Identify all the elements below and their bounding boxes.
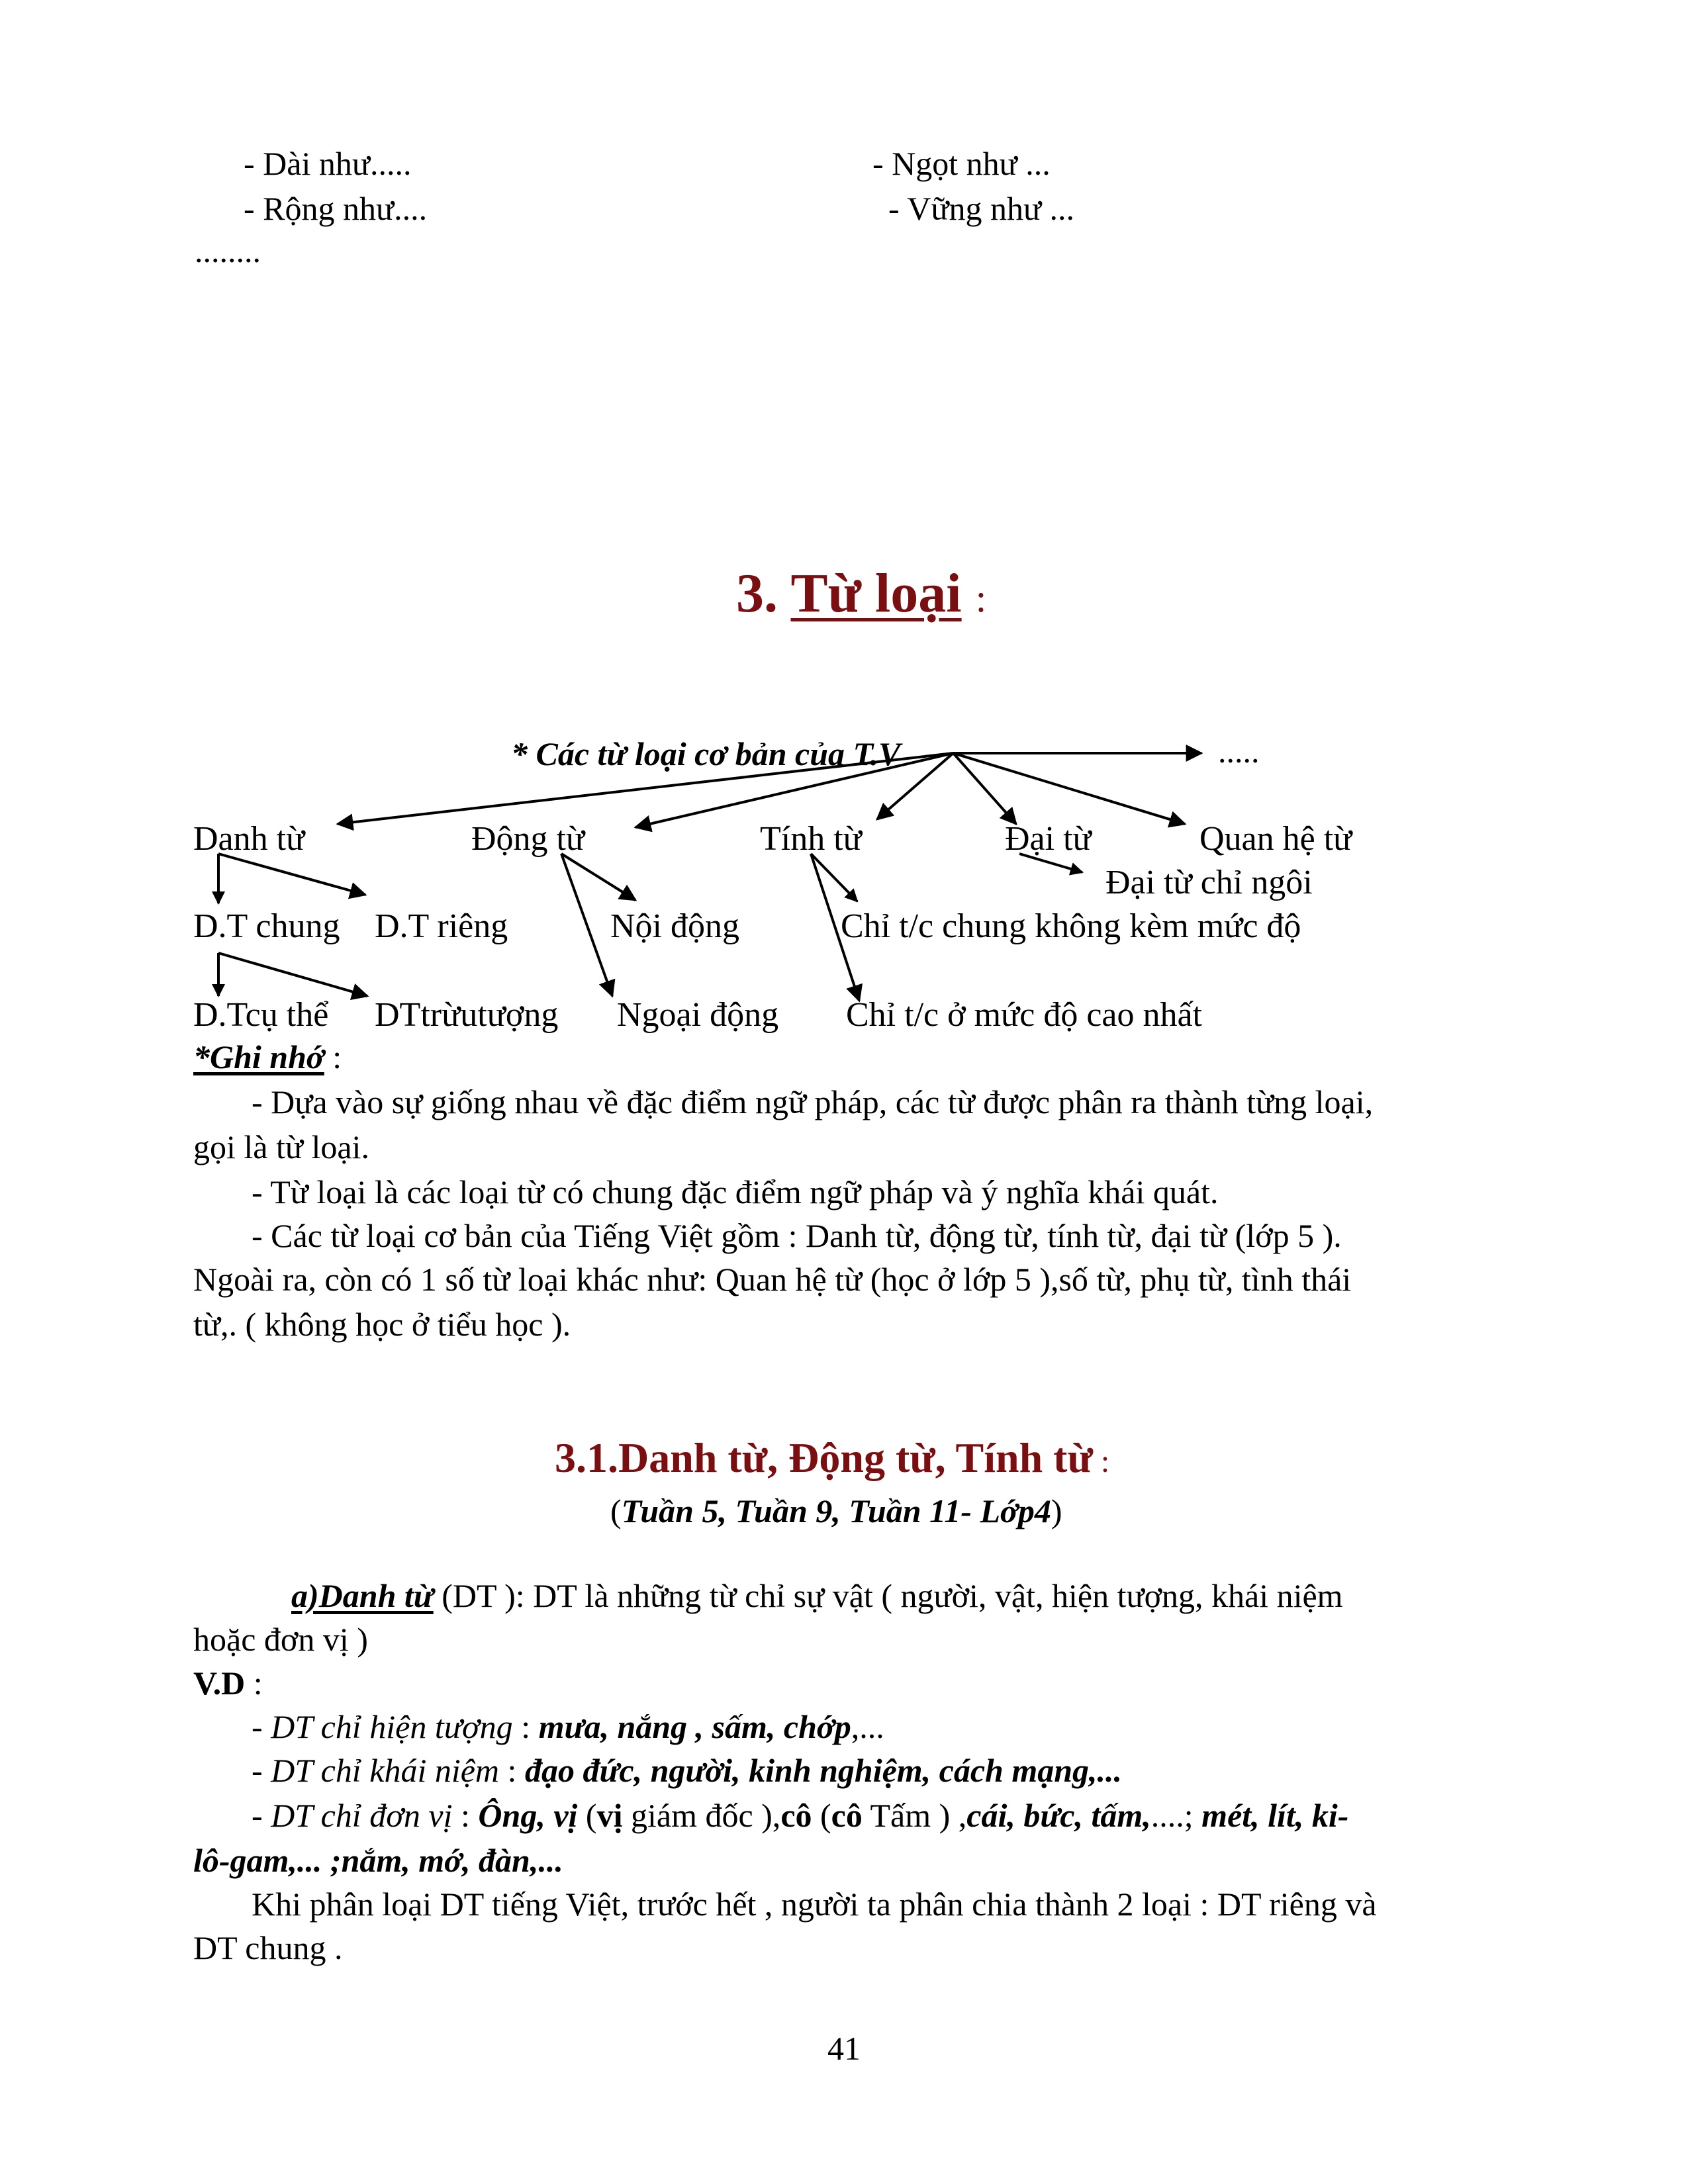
example-khai-niem-words: đạo đức, người, kinh nghiệm, cách mạng,... [524, 1752, 1123, 1789]
list-item-rong-nhu: - Rộng như.... [244, 190, 428, 227]
example-khai-niem-label: - DT chỉ khái niệm [252, 1752, 500, 1789]
vd-label: V.D [193, 1664, 246, 1702]
vd-heading [193, 1666, 263, 1700]
vd-colon: : [245, 1664, 263, 1702]
diagram-dt-chung: D.T chung [193, 907, 340, 945]
ghi-nho-paragraph-3a: - Các từ loại cơ bản của Tiếng Việt gồm : Danh từ, động từ, tính từ, đại từ (lớp 5 ). [252, 1217, 1342, 1254]
example-hien-tuong-sep: : [512, 1708, 539, 1745]
arrow-dong-tu-ngoai [561, 854, 612, 996]
diagram-noi-dong: Nội động [610, 907, 739, 945]
section-3-1-title-text: 3.1.Danh từ, Động từ, Tính từ [555, 1434, 1093, 1481]
example-don-vi-w4: cô [831, 1797, 863, 1834]
section-3-title-text: Từ loại [790, 563, 962, 624]
weeks-text: Tuần 5, Tuần 9, Tuần 11- Lớp4 [621, 1492, 1051, 1529]
closing-line2: DT chung . [193, 1929, 343, 1966]
diagram-dai-tu: Đại từ [1005, 820, 1092, 858]
example-don-vi-p4: Tấm ) , [862, 1797, 967, 1834]
ghi-nho-paragraph-3b: Ngoài ra, còn có 1 số từ loại khác như: Quan hệ từ (học ở lớp 5 ),số từ, phụ từ, tình thái [193, 1261, 1352, 1298]
diagram-dt-rieng: D.T riêng [375, 907, 508, 945]
example-hien-tuong-label: - DT chỉ hiện tượng [252, 1708, 513, 1745]
section-3-1-colon: : [1092, 1444, 1110, 1479]
section-3-colon: : [975, 576, 987, 620]
ghi-nho-paragraph-1a: - Dựa vào sự giống nhau về đặc điểm ngữ pháp, các từ được phân ra thành từng loại, [252, 1083, 1374, 1120]
example-hien-tuong-tail: ,... [851, 1708, 884, 1745]
closing-line1: Khi phân loại DT tiếng Việt, trước hết , người ta phân chia thành 2 loại : DT riêng và [252, 1886, 1377, 1923]
example-don-vi [252, 1799, 1348, 1832]
diagram-dong-tu: Động từ [471, 820, 585, 858]
diagram-root-label: * Các từ loại cơ bản của T.V [511, 735, 901, 772]
example-don-vi-p3: ( [812, 1797, 831, 1834]
ghi-nho-label: *Ghi nhớ [193, 1038, 324, 1075]
example-don-vi-w5: cái, bức, tấm, [966, 1797, 1151, 1834]
section-3-1-title [555, 1433, 1109, 1482]
example-hien-tuong-words: mưa, nắng , sấm, chớp [538, 1708, 851, 1745]
weeks-open-paren: ( [610, 1492, 622, 1529]
example-don-vi-w1: Ông, vị [478, 1797, 578, 1834]
diagram-tinh-tu-chung: Chỉ t/c chung không kèm mức độ [841, 907, 1301, 945]
example-don-vi-p1: ( [577, 1797, 597, 1834]
list-item-ngot-nhu: - Ngọt như ... [872, 145, 1051, 182]
example-don-vi-sep: : [452, 1797, 479, 1834]
page-number: 41 [827, 2030, 861, 2067]
example-don-vi-w3: cô [780, 1797, 812, 1834]
example-don-vi-w2: vị [596, 1797, 623, 1834]
ghi-nho-heading [193, 1040, 342, 1073]
diagram-quan-he-tu: Quan hệ từ [1199, 820, 1352, 858]
list-item-vung-nhu: - Vững như ... [888, 190, 1075, 227]
example-don-vi-label: - DT chỉ đơn vị [252, 1797, 453, 1834]
example-don-vi-p2: giám đốc ), [622, 1797, 781, 1834]
diagram-dt-truu-tuong: DTtrừutượng [375, 996, 559, 1034]
ghi-nho-paragraph-3c: từ,. ( không học ở tiểu học ). [193, 1306, 571, 1343]
diagram-tinh-tu: Tính từ [760, 820, 862, 858]
diagram-tinh-tu-cao: Chỉ t/c ở mức độ cao nhất [846, 996, 1203, 1034]
danh-tu-definition-line2: hoặc đơn vị ) [193, 1621, 368, 1658]
danh-tu-definition-line1 [291, 1579, 1343, 1612]
list-ellipsis: ........ [195, 232, 261, 269]
section-3-1-weeks [610, 1492, 1062, 1530]
arrow-dt-truu-tuong [218, 953, 367, 996]
arrow-danh-tu-rieng [218, 854, 365, 895]
ghi-nho-paragraph-1b: gọi là từ loại. [193, 1128, 369, 1165]
ghi-nho-colon: : [324, 1038, 342, 1075]
diagram-danh-tu: Danh từ [193, 820, 305, 858]
section-3-number: 3. [736, 563, 778, 624]
arrow-dong-tu-noi [561, 854, 635, 900]
word-class-diagram [0, 0, 1688, 1032]
danh-tu-label: a)Danh từ [291, 1577, 434, 1614]
example-don-vi-line2: lô-gam,... ;nắm, mớ, đàn,... [193, 1842, 563, 1879]
example-don-vi-p5: ....; [1150, 1797, 1202, 1834]
diagram-dt-cu-the: D.Tcụ thể [193, 996, 329, 1034]
example-don-vi-w6: mét, lít, ki- [1201, 1797, 1349, 1834]
example-khai-niem [252, 1754, 1122, 1787]
example-khai-niem-sep: : [499, 1752, 525, 1789]
diagram-ngoai-dong: Ngoại động [617, 996, 779, 1034]
danh-tu-definition-a: (DT ): DT là những từ chỉ sự vật ( người, vật, hiện tượng, khái niệm [433, 1577, 1343, 1614]
diagram-more-label: ..... [1218, 733, 1260, 770]
weeks-close-paren: ) [1051, 1492, 1062, 1529]
example-hien-tuong [252, 1710, 884, 1743]
diagram-dai-tu-chi-ngoi: Đại từ chỉ ngôi [1105, 864, 1313, 901]
arrow-root-quan-he-tu [953, 753, 1185, 824]
ghi-nho-paragraph-2: - Từ loại là các loại từ có chung đặc điểm ngữ pháp và ý nghĩa khái quát. [252, 1173, 1219, 1210]
list-item-dai-nhu: - Dài như..... [244, 145, 412, 182]
